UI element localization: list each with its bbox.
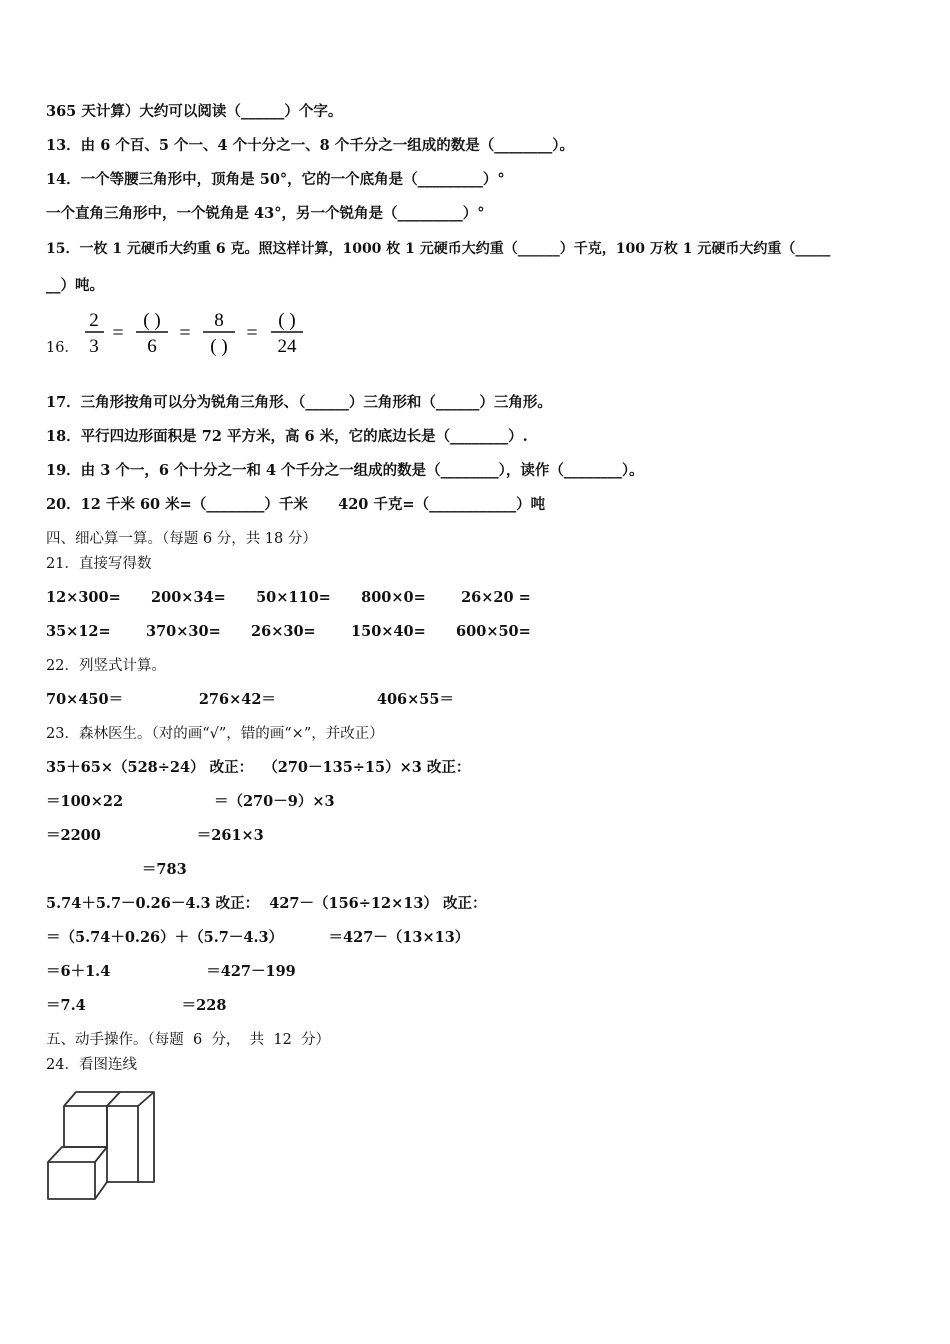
cube-face [107,1106,138,1182]
question-14-part1: 14．一个等腰三角形中，顶角是 50°，它的一个底角是（_________）° [46,171,505,188]
question-21-row1: 12×300= 200×34= 50×110= 800×0= 26×20 = [46,589,531,606]
cube-face [48,1162,95,1199]
fraction-3-numerator: 8 [214,310,224,331]
question-22-items: 70×450＝ 276×42＝ 406×55＝ [46,691,454,708]
fraction-1-numerator: 2 [89,310,99,331]
fraction-2-denominator: 6 [147,336,157,357]
cube-edge [138,1092,154,1106]
fraction-2-numerator: ( ) [143,310,161,331]
question-13: 13．由 6 个百、5 个一、4 个十分之一、8 个千分之一组成的数是（________）。 [46,137,575,154]
question-21: 21．直接写得数 [46,556,152,572]
question-20: 20．12 千米 60 米=（________）千米 420 千克=（____________）吨 [46,496,546,513]
cube-edges [48,1147,107,1162]
question-21-row2: 35×12= 370×30= 26×30= 150×40= 600×50= [46,623,531,640]
question-23-expr2: 5.74＋5.7－0.26－4.3 改正： 427－（156÷12×13） 改正： [46,895,487,912]
equals-sign: = [112,322,124,344]
question-17: 17．三角形按角可以分为锐角三角形、（______）三角形和（______）三角形。 [46,394,552,411]
cube-face [64,1106,107,1147]
question-19: 19．由 3 个一，6 个十分之一和 4 个千分之一组成的数是（________），读作（________）。 [46,462,644,479]
question-23-step4: ＝（5.74＋0.26）＋（5.7－4.3） ＝427－（13×13） [46,929,470,946]
question-24: 24．看图连线 [46,1057,137,1073]
cube-stack-figure [44,1086,159,1204]
question-16-number: 16． [46,340,79,356]
cube-edge [95,1182,107,1199]
fraction-1-denominator: 3 [89,336,99,357]
question-23-step1: ＝100×22 ＝（270－9）×3 [46,793,335,810]
question-22: 22．列竖式计算。 [46,658,166,674]
cube-edge [107,1092,120,1106]
question-14-part2: 一个直角三角形中，一个锐角是 43°，另一个锐角是（_________）° [46,205,485,222]
question-23-step2: ＝2200 ＝261×3 [46,827,264,844]
fraction-4-numerator: ( ) [278,310,296,331]
question-23-expr1: 35＋65×（528÷24） 改正： （270－135÷15）×3 改正： [46,759,471,776]
question-18: 18．平行四边形面积是 72 平方米，高 6 米，它的底边长是（________）. [46,428,528,445]
question-23-step5: ＝6＋1.4 ＝427－199 [46,963,296,980]
cube-edge [95,1147,107,1162]
question-16-fraction-equation [82,306,312,358]
equals-sign: = [246,322,258,344]
section-4-heading: 四、细心算一算。（每题 6 分，共 18 分） [46,531,317,547]
question-23: 23．森林医生。（对的画“√”，错的画“×”，并改正） [46,726,384,742]
fraction-4-denominator: 24 [277,336,297,357]
section-5-heading: 五、动手操作。（每题 6 分， 共 12 分） [46,1032,331,1048]
question-23-step6: ＝7.4 ＝228 [46,997,227,1014]
fraction-3-denominator: ( ) [210,336,228,357]
question-15: 15．一枚 1 元硬币大约重 6 克。照这样计算，1000 枚 1 元硬币大约重（______）千克，100 万枚 1 元硬币大约重（_____ [46,241,831,257]
question-12-tail: 365 天计算）大约可以阅读（______）个字。 [46,103,343,120]
question-15-tail: __）吨。 [46,277,104,294]
equals-sign: = [179,322,191,344]
question-23-step3: ＝783 [46,861,187,878]
